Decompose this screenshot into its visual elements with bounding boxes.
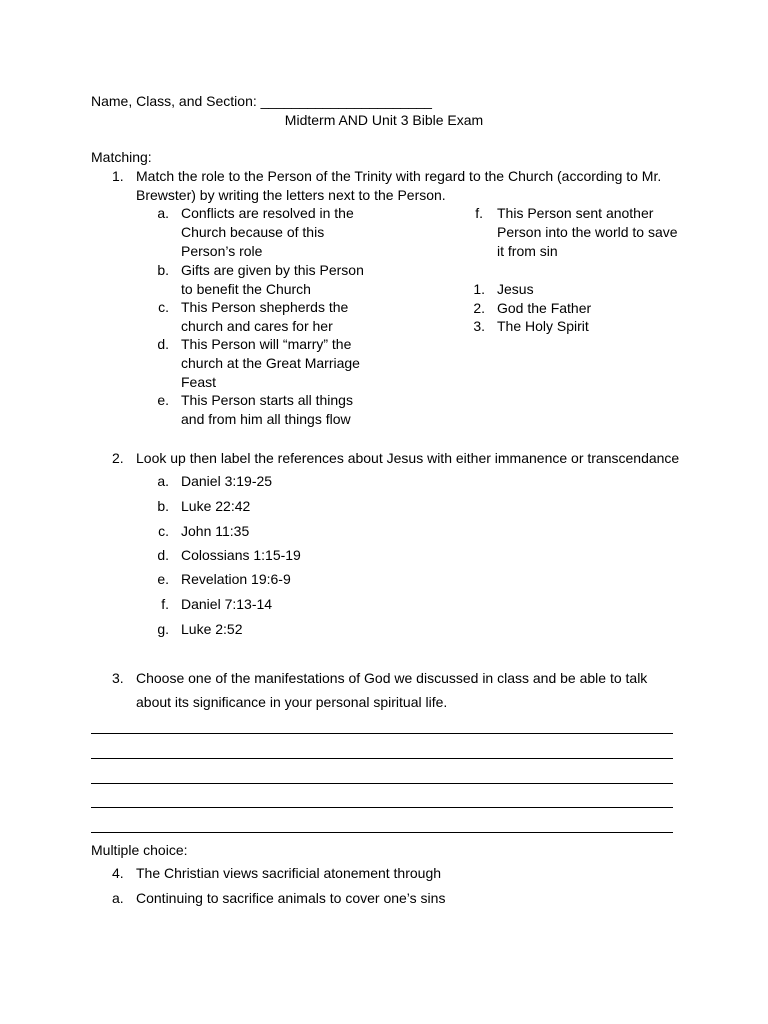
q1-option-d-letter: d. [157, 336, 169, 352]
q2-ref-e-text: Revelation 19:6-9 [181, 571, 291, 587]
q2-ref-a-text: Daniel 3:19-25 [181, 473, 273, 489]
q2-ref-b-letter: b. [157, 498, 169, 514]
q1-option-b-letter: b. [157, 262, 169, 278]
q2-ref-c-text: John 11:35 [181, 523, 250, 539]
answer-line[interactable] [91, 807, 673, 808]
q1-text: Match the role to the Person of the Trinity with regard to the Church (according to Mr. Brewster) by writing the letters next to the Person. [136, 168, 662, 203]
q3-number: 3. [112, 670, 124, 686]
q1-option-b-text: Gifts are given by this Person to benefit the Church [181, 262, 364, 297]
q2-ref-a-letter: a. [157, 473, 169, 489]
q3-text-line-1: Choose one of the manifestations of God we discussed in class and be able to talk [136, 670, 648, 686]
name-blank: ______________________ [260, 93, 432, 109]
q2-ref-b-text: Luke 22:42 [181, 498, 251, 514]
answer-line[interactable] [91, 733, 673, 734]
q1-option-f-letter: f. [475, 205, 483, 221]
person-2-number: 2. [473, 300, 485, 316]
matching-heading: Matching: [91, 149, 152, 165]
answer-line[interactable] [91, 758, 673, 759]
q1-option-a-text: Conflicts are resolved in the Church because of this Person’s role [181, 205, 354, 259]
q2-ref-e-letter: e. [157, 571, 169, 587]
person-2-name: God the Father [497, 300, 592, 316]
q4-text: The Christian views sacrificial atonement through [136, 865, 442, 881]
q4-option-a-text: Continuing to sacrifice animals to cover one’s sins [136, 890, 446, 906]
q2-ref-c-letter: c. [158, 523, 169, 539]
answer-line[interactable] [91, 832, 673, 833]
q1-option-d-text: This Person will “marry” the church at the Great Marriage Feast [181, 336, 360, 390]
q4-option-a-letter: a. [112, 890, 124, 906]
q1-option-e-letter: e. [157, 392, 169, 408]
exam-title: Midterm AND Unit 3 Bible Exam [284, 112, 484, 128]
answer-line[interactable] [91, 783, 673, 784]
person-3-number: 3. [473, 318, 485, 334]
q1-option-e-text: This Person starts all things and from him all things flow [181, 392, 353, 427]
q2-ref-d-letter: d. [157, 547, 169, 563]
q3-text-line-2: about its significance in your personal spiritual life. [136, 694, 448, 710]
name-label: Name, Class, and Section: [91, 93, 261, 109]
q1-option-f-text: This Person sent another Person into the world to save it from sin [497, 205, 678, 259]
q2-ref-f-letter: f. [161, 596, 169, 612]
q2-number: 2. [112, 450, 124, 466]
q1-option-c-letter: c. [158, 299, 169, 315]
q1-number: 1. [112, 168, 124, 184]
person-1-number: 1. [473, 281, 485, 297]
q1-option-c-text: This Person shepherds the church and cares for her [181, 299, 349, 334]
person-3-name: The Holy Spirit [497, 318, 589, 334]
q2-ref-f-text: Daniel 7:13-14 [181, 596, 273, 612]
person-1-name: Jesus [497, 281, 534, 297]
name-class-section-line [91, 92, 432, 110]
multiple-choice-heading: Multiple choice: [91, 842, 188, 858]
q2-text: Look up then label the references about Jesus with either immanence or transcendance [136, 450, 680, 466]
q2-ref-g-text: Luke 2:52 [181, 621, 243, 637]
q2-ref-g-letter: g. [157, 621, 169, 637]
q4-number: 4. [112, 865, 124, 881]
q2-ref-d-text: Colossians 1:15-19 [181, 547, 301, 563]
q1-option-a-letter: a. [157, 205, 169, 221]
